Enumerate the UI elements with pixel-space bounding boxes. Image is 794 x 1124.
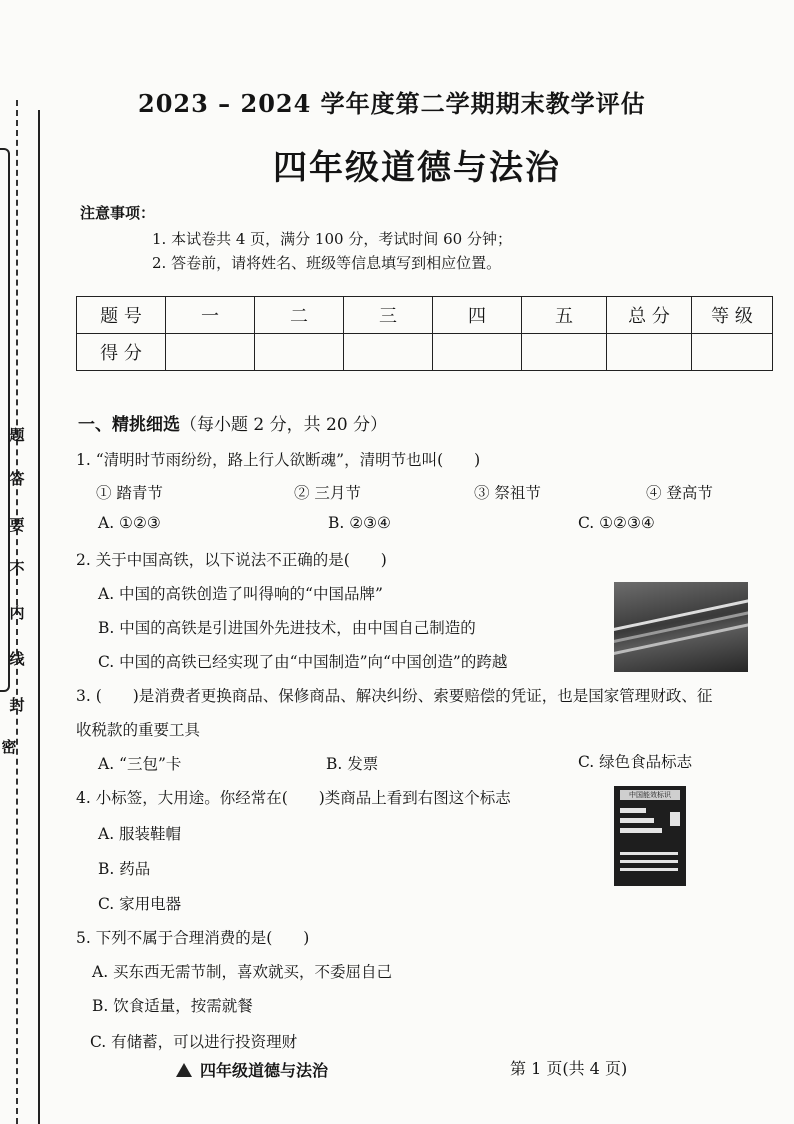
score-cell: 四	[433, 297, 522, 334]
q4-option-a[interactable]: A. 服装鞋帽	[98, 825, 182, 843]
exam-title: 2023 – 2024 学年度第二学期期末教学评估	[138, 89, 646, 118]
warning-triangle-icon	[176, 1063, 192, 1077]
score-cell: 得 分	[77, 334, 166, 371]
score-table	[76, 296, 773, 371]
q3-option-c[interactable]: C. 绿色食品标志	[578, 753, 693, 771]
question-5-stem: 5. 下列不属于合理消费的是( )	[76, 929, 310, 947]
energy-label-title: 中国能效标识	[620, 790, 680, 800]
energy-label-image	[614, 786, 686, 886]
question-2-stem: 2. 关于中国高铁，以下说法不正确的是( )	[76, 551, 387, 569]
note-item: 1. 本试卷共 4 页，满分 100 分，考试时间 60 分钟；	[152, 230, 512, 248]
q1-item: ③ 祭祖节	[474, 484, 541, 502]
binding-solid-line	[38, 110, 40, 1124]
page-number: 第 1 页(共 4 页)	[510, 1059, 628, 1078]
q5-option-c[interactable]: C. 有储蓄，可以进行投资理财	[90, 1033, 298, 1051]
question-4-stem: 4. 小标签，大用途。你经常在( )类商品上看到右图这个标志	[76, 789, 511, 807]
q1-option-c[interactable]: C. ①②③④	[578, 514, 655, 532]
footer-subject	[176, 1058, 328, 1081]
score-value-row	[77, 334, 773, 371]
score-header-row	[77, 297, 773, 334]
seal-char: 要	[9, 516, 25, 534]
q4-option-b[interactable]: B. 药品	[98, 860, 151, 878]
q2-option-c[interactable]: C. 中国的高铁已经实现了由“中国制造”向“中国创造”的跨越	[98, 653, 508, 671]
q2-option-a[interactable]: A. 中国的高铁创造了叫得响的“中国品牌”	[98, 585, 383, 603]
seal-char: 题	[9, 426, 25, 444]
q3-option-b[interactable]: B. 发票	[326, 755, 379, 773]
q3-option-a[interactable]: A. “三包”卡	[98, 755, 182, 773]
score-cell: 等 级	[692, 297, 773, 334]
score-input-cell[interactable]	[166, 334, 255, 371]
score-input-cell[interactable]	[522, 334, 607, 371]
note-item: 2. 答卷前，请将姓名、班级等信息填写到相应位置。	[152, 254, 502, 272]
question-3-stem-cont: 收税款的重要工具	[76, 721, 201, 739]
question-1-stem: 1. “清明时节雨纷纷，路上行人欲断魂”，清明节也叫( )	[76, 451, 481, 469]
high-speed-train-photo	[614, 582, 748, 672]
subject-title: 四年级道德与法治	[273, 148, 561, 188]
q1-item: ④ 登高节	[646, 484, 713, 502]
score-input-cell[interactable]	[692, 334, 773, 371]
q1-item: ② 三月节	[294, 484, 361, 502]
q1-option-b[interactable]: B. ②③④	[328, 514, 391, 532]
score-cell: 一	[166, 297, 255, 334]
seal-char: 密	[1, 738, 17, 756]
q1-item: ① 踏青节	[96, 484, 163, 502]
score-input-cell[interactable]	[433, 334, 522, 371]
seal-char: 内	[9, 604, 25, 622]
section-title: 一、精挑细选	[78, 415, 180, 435]
q1-option-a[interactable]: A. ①②③	[98, 514, 161, 532]
q5-option-b[interactable]: B. 饮食适量，按需就餐	[92, 997, 253, 1015]
score-cell: 五	[522, 297, 607, 334]
question-3-stem: 3. ( )是消费者更换商品、保修商品、解决纠纷、索要赔偿的凭证，也是国家管理财政、征	[76, 687, 713, 705]
score-cell: 三	[344, 297, 433, 334]
seal-char: 线	[9, 650, 25, 668]
score-cell: 题 号	[77, 297, 166, 334]
q4-option-c[interactable]: C. 家用电器	[98, 895, 182, 913]
section-note: （每小题 2 分，共 20 分）	[180, 415, 388, 435]
score-input-cell[interactable]	[607, 334, 692, 371]
score-input-cell[interactable]	[255, 334, 344, 371]
seal-char: 封	[9, 696, 25, 714]
notes-title: 注意事项：	[80, 204, 156, 222]
footer-subject-text: 四年级道德与法治	[200, 1061, 329, 1080]
q2-option-b[interactable]: B. 中国的高铁是引进国外先进技术，由中国自己制造的	[98, 619, 476, 637]
section-heading	[78, 410, 387, 435]
seal-char: 答	[9, 470, 25, 488]
score-input-cell[interactable]	[344, 334, 433, 371]
score-cell: 总 分	[607, 297, 692, 334]
score-cell: 二	[255, 297, 344, 334]
seal-char: 不	[9, 560, 25, 578]
q5-option-a[interactable]: A. 买东西无需节制，喜欢就买，不委屈自己	[92, 963, 393, 981]
